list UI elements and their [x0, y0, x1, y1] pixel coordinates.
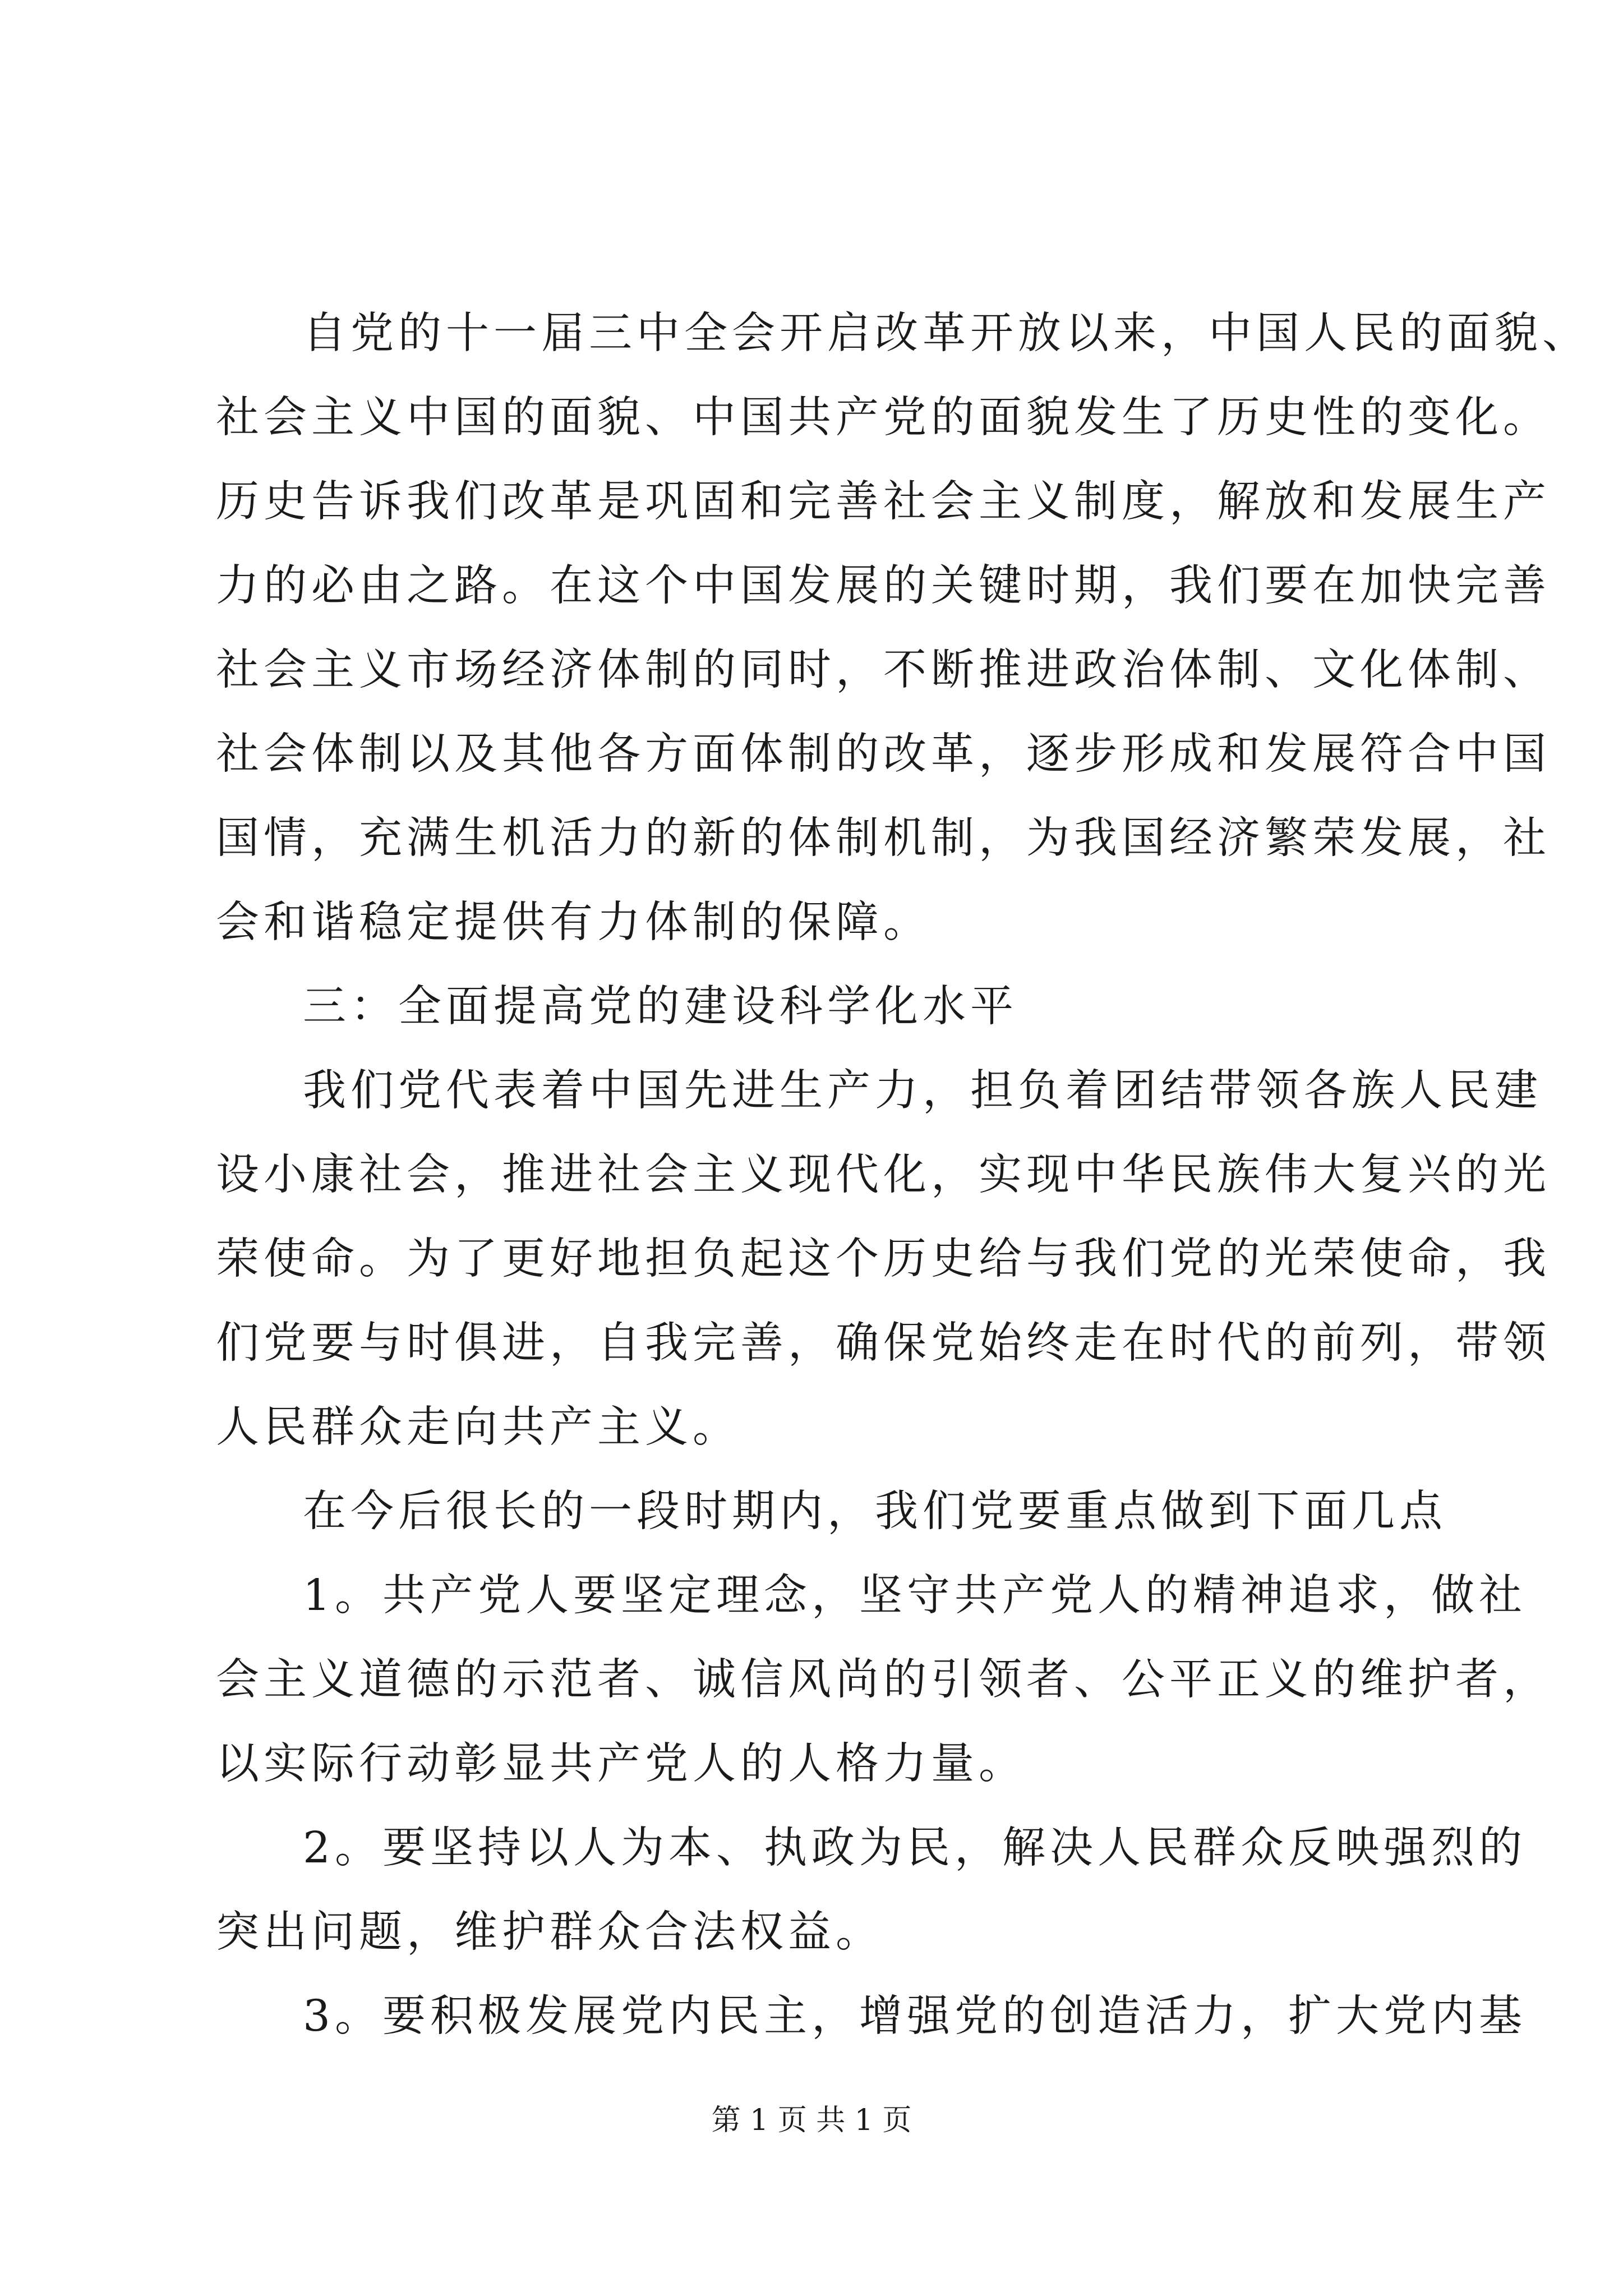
list-item-2: 2。要坚持以人为本、执政为民，解决人民群众反映强烈的 [303, 1823, 1527, 1873]
text-line: 历史告诉我们改革是巩固和完善社会主义制度，解放和发展生产 [216, 477, 1551, 527]
text-line: 力的必由之路。在这个中国发展的关键时期，我们要在加快完善 [216, 561, 1551, 611]
text-line: 设小康社会，推进社会主义现代化，实现中华民族伟大复兴的光 [216, 1150, 1551, 1200]
section-heading: 三：全面提高党的建设科学化水平 [303, 982, 1018, 1032]
page-number-footer: 第 1 页 共 1 页 [711, 2104, 912, 2137]
text-line: 在今后很长的一段时期内，我们党要重点做到下面几点 [303, 1487, 1447, 1536]
text-line: 自党的十一届三中全会开启改革开放以来，中国人民的面貌、 [303, 309, 1590, 358]
text-line: 会和谐稳定提供有力体制的保障。 [216, 898, 931, 947]
text-line: 们党要与时俱进，自我完善，确保党始终走在时代的前列，带领 [216, 1318, 1551, 1368]
list-item-3: 3。要积极发展党内民主，增强党的创造活力，扩大党内基 [303, 1991, 1527, 2041]
text-line: 我们党代表着中国先进生产力，担负着团结带领各族人民建 [303, 1066, 1542, 1116]
text-line: 社会主义中国的面貌、中国共产党的面貌发生了历史性的变化。 [216, 393, 1551, 443]
text-line: 国情，充满生机活力的新的体制机制，为我国经济繁荣发展，社 [216, 813, 1551, 863]
text-line: 社会主义市场经济体制的同时，不断推进政治体制、文化体制、 [216, 645, 1551, 695]
text-line: 以实际行动彰显共产党人的人格力量。 [216, 1739, 1026, 1789]
text-line: 突出问题，维护群众合法权益。 [216, 1907, 883, 1957]
document-body [216, 292, 1590, 2059]
text-line: 会主义道德的示范者、诚信风尚的引领者、公平正义的维护者， [216, 1655, 1551, 1705]
list-item-1: 1。共产党人要坚定理念，坚守共产党人的精神追求，做社 [303, 1571, 1527, 1621]
text-line: 人民群众走向共产主义。 [216, 1402, 740, 1452]
text-line: 社会体制以及其他各方面体制的改革，逐步形成和发展符合中国 [216, 729, 1551, 779]
text-line: 荣使命。为了更好地担负起这个历史给与我们党的光荣使命，我 [216, 1234, 1551, 1284]
